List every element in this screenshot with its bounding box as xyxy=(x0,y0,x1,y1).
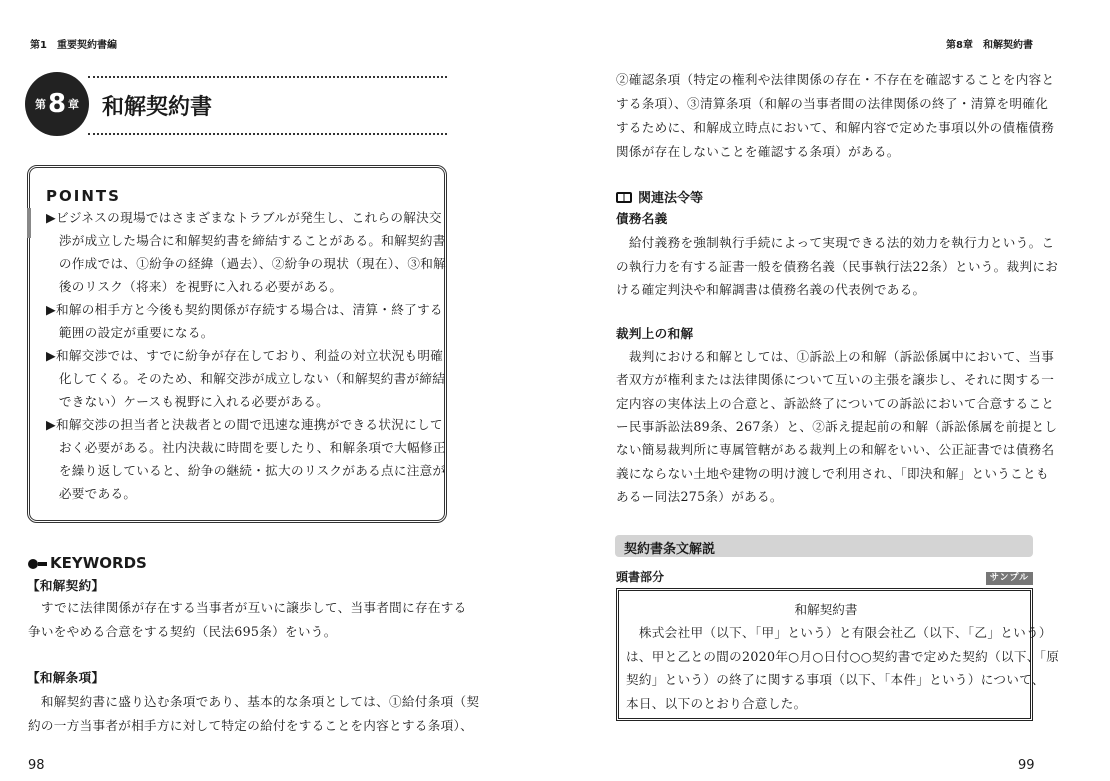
points-line: ▶和解交渉では、すでに紛争が存在しており、利益の対立状況も明確 xyxy=(46,348,444,363)
points-line: 渉が成立した場合に和解契約書を締結することがある。和解契約書 xyxy=(46,233,446,248)
sample-badge: サンプル xyxy=(986,572,1033,585)
keyword-definition-line: 約の一方当事者が相手方に対して特定の給付をすることを内容とする条項）、 xyxy=(28,718,473,733)
sample-line: は、甲と乙との間の2020年○月○日付○○契約書で定めた契約（以下、「原 xyxy=(626,648,1060,664)
law-line: 定内容の実体法上の合意と、訴訟終了についての訴訟において合意すること xyxy=(616,395,1055,411)
keywords-label: KEYWORDS xyxy=(50,554,147,572)
sample-title: 和解契約書 xyxy=(794,602,858,617)
chapter-number: 8 xyxy=(47,89,67,119)
keyword-term: 【和解契約】 xyxy=(27,578,105,593)
law-line: ー民事訴訟法89条、267条）と、②訴え提起前の和解（訴訟係属を前提とし xyxy=(616,418,1058,434)
intro-line: するために、和解成立時点において、和解内容で定めた事項以外の債権債務 xyxy=(616,120,1055,135)
intro-line: する条項）、③清算条項（和解の当事者間の法律関係の終了・清算を明確化 xyxy=(616,96,1049,111)
law-line: 義にならない土地や建物の明け渡しで利用され、「即決和解」ということも xyxy=(616,465,1049,481)
points-line: ▶ビジネスの現場ではさまざまなトラブルが発生し、これらの解決交 xyxy=(46,210,442,225)
page-number-right: 99 xyxy=(1018,758,1035,773)
law-line: 裁判における和解としては、①訴訟上の和解（訴訟係属中において、当事 xyxy=(616,349,1055,364)
points-line: 範囲の設定が重要になる。 xyxy=(46,325,214,340)
points-line: おく必要がある。社内決裁に時間を要したり、和解条項で大幅修正 xyxy=(46,440,446,455)
chapter-badge xyxy=(25,72,89,136)
keyword-definition-line: すでに法律関係が存在する当事者が互いに譲歩して、当事者間に存在する xyxy=(28,600,467,615)
points-line: ▶和解の相手方と今後も契約関係が存続する場合は、清算・終了する xyxy=(46,302,443,317)
law-line: 者双方が権利または法律関係について互いの主張を譲歩し、それに関する一 xyxy=(616,372,1055,388)
page-number-left: 98 xyxy=(28,758,45,773)
points-heading: POINTS xyxy=(46,187,121,205)
points-line: を繰り返していると、紛争の継続・拡大のリスクがある点に注意が xyxy=(46,463,446,478)
law-line: あるー同法275条）がある。 xyxy=(616,488,783,504)
keyword-definition-line: 争いをやめる合意をする契約（民法695条）をいう。 xyxy=(28,624,337,639)
points-line: ▶和解交渉の担当者と決裁者との間で迅速な連携ができる状況にして xyxy=(46,417,443,432)
related-laws-heading xyxy=(616,187,703,206)
running-header-right: 第8章 和解契約書 xyxy=(946,40,1033,51)
keywords-heading xyxy=(28,554,147,572)
keyword-term: 【和解条項】 xyxy=(27,670,105,685)
chapter-title: 和解契約書 xyxy=(102,95,213,120)
clause-section-heading: 契約書条文解説 xyxy=(624,542,716,557)
law-line: ける確定判決や和解調書は債務名義の代表例である。 xyxy=(616,282,926,297)
intro-line: ②確認条項（特定の権利や法律関係の存在・不存在を確認することを内容と xyxy=(616,72,1055,87)
law-line: の執行力を有する証書一般を債務名義（民事執行法22条）という。裁判にお xyxy=(616,258,1059,274)
sample-line: 契約」という）の終了に関する事項（以下、「本件」という）について、 xyxy=(626,672,1045,687)
chapter-prefix: 第 xyxy=(34,98,46,111)
points-line: 化してくる。そのため、和解交渉が成立しない（和解契約書が締結 xyxy=(46,371,446,386)
sample-line: 本日、以下のとおり合意した。 xyxy=(626,695,807,711)
law-section-title: 債務名義 xyxy=(616,211,668,226)
intro-line: 関係が存在しないことを確認する条項）がある。 xyxy=(616,144,900,159)
law-section-title: 裁判上の和解 xyxy=(616,326,694,341)
chapter-suffix: 章 xyxy=(68,98,80,111)
points-line: の作成では、①紛争の経緯（過去）、②紛争の現状（現在）、③和解 xyxy=(46,256,446,271)
divider-bottom xyxy=(88,133,447,135)
key-icon xyxy=(28,559,38,569)
divider-top xyxy=(88,76,447,78)
key-shaft-icon xyxy=(38,562,47,566)
points-line: 必要である。 xyxy=(46,486,137,501)
points-tab xyxy=(27,208,31,238)
related-laws-label: 関連法令等 xyxy=(638,191,704,206)
clause-subheading: 頭書部分 xyxy=(616,570,665,584)
points-line: できない）ケースも視野に入れる必要がある。 xyxy=(46,394,330,409)
running-header-left: 第1 重要契約書編 xyxy=(30,40,117,51)
keyword-definition-line: 和解契約書に盛り込む条項であり、基本的な条項としては、①給付条項（契 xyxy=(28,694,480,709)
book-icon xyxy=(616,192,632,203)
points-line: 後のリスク（将来）を視野に入れる必要がある。 xyxy=(46,279,343,294)
law-line: ない簡易裁判所に専属管轄がある裁判上の和解をいい、公正証書では債務名 xyxy=(616,442,1055,458)
law-line: 給付義務を強制執行手続によって実現できる法的効力を執行力という。こ xyxy=(616,235,1055,250)
sample-line: 株式会社甲（以下、「甲」という）と有限会社乙（以下、「乙」という） xyxy=(626,625,1052,640)
